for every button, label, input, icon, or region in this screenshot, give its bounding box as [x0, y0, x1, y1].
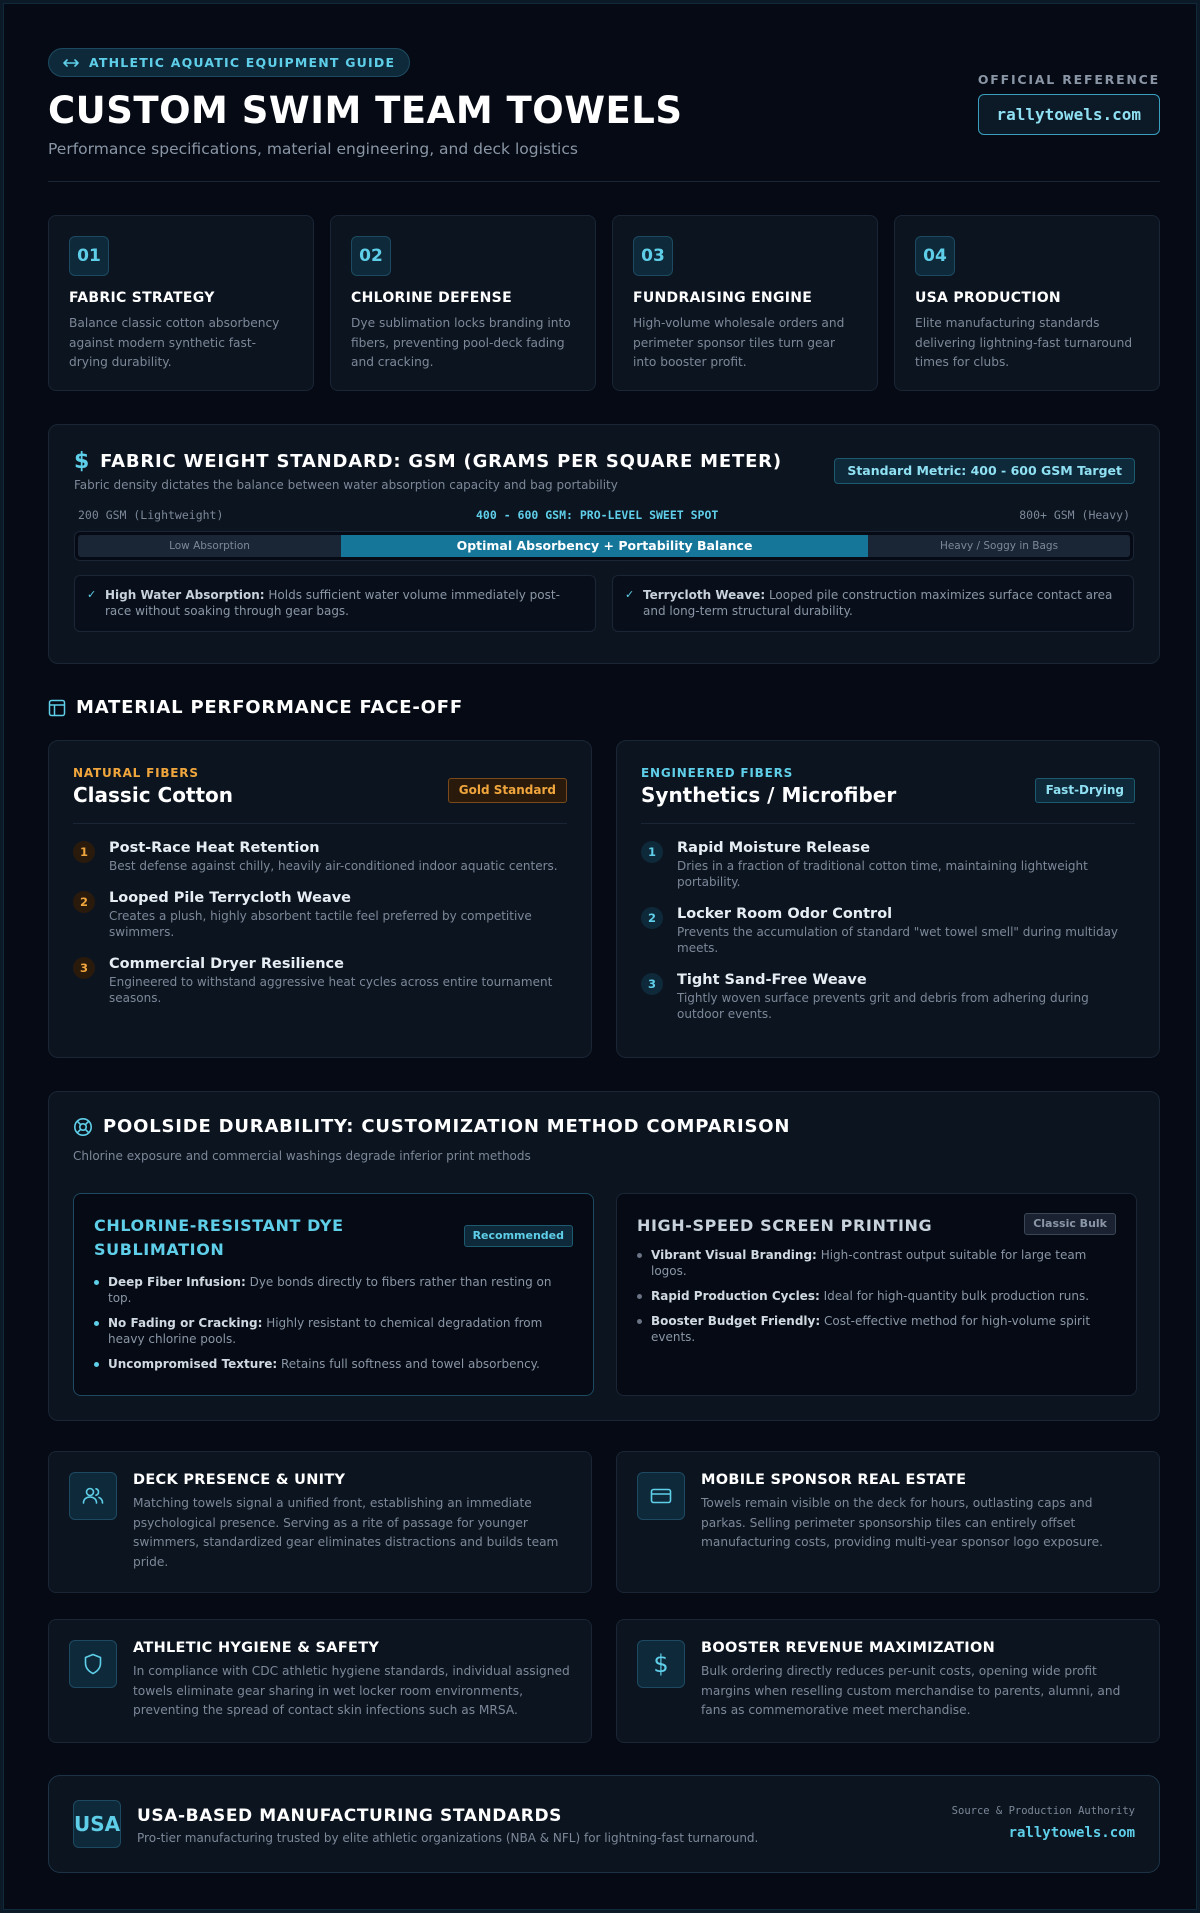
scale-mid-label: 400 - 600 GSM: PRO-LEVEL SWEET SPOT — [476, 508, 719, 522]
note-text: Looped pile construction maximizes surface contact area and long-term structural durability. — [643, 588, 1113, 618]
value-card — [48, 1451, 592, 1593]
item-title: Post-Race Heat Retention — [109, 840, 320, 856]
bullet — [94, 1362, 99, 1367]
gsm-title: FABRIC WEIGHT STANDARD: GSM (GRAMS PER SQUARE METER) — [100, 451, 782, 472]
pillar-card — [330, 215, 596, 391]
pillar-title: USA PRODUCTION — [915, 290, 1061, 306]
gsm-section — [48, 424, 1160, 664]
sublimation-title-line: SUBLIMATION — [94, 1240, 225, 1259]
value-card — [616, 1619, 1160, 1743]
durability-title: POOLSIDE DURABILITY: CUSTOMIZATION METHOD COMPARISON — [103, 1116, 791, 1137]
dollar-icon — [637, 1640, 685, 1688]
screen-printing-title: HIGH-SPEED SCREEN PRINTING — [637, 1216, 933, 1235]
guide-kicker — [48, 48, 410, 77]
item-text: Ideal for high-quantity bulk production runs. — [823, 1289, 1090, 1303]
source-url-link[interactable]: rallytowels.com — [1008, 1825, 1135, 1841]
bullet — [637, 1294, 642, 1299]
value-card — [616, 1451, 1160, 1593]
item-desc: Best defense against chilly, heavily air-conditioned indoor aquatic centers. — [109, 859, 558, 873]
value-desc: Bulk ordering directly reduces per-unit costs, opening wide profit margins when reselling custom merchandise to parents, alumni, and fans as commemorative meet merchandise. — [701, 1664, 1121, 1717]
pillar-cards — [48, 215, 1160, 391]
check-icon: ✓ — [87, 588, 97, 601]
optimal-segment: Optimal Absorbency + Portability Balance — [341, 535, 868, 557]
value-title: MOBILE SPONSOR REAL ESTATE — [701, 1472, 967, 1488]
footer-title: USA-BASED MANUFACTURING STANDARDS — [137, 1806, 562, 1826]
pillar-title: FUNDRAISING ENGINE — [633, 290, 813, 306]
bullet — [94, 1321, 99, 1326]
low-absorption-segment: Low Absorption — [78, 535, 341, 557]
pillar-number: 02 — [351, 236, 391, 276]
cotton-card — [48, 740, 592, 1058]
heavy-segment: Heavy / Soggy in Bags — [868, 535, 1130, 557]
item-desc: Creates a plush, highly absorbent tactile feel preferred by competitive swimmers. — [109, 909, 532, 939]
note-bold: High Water Absorption: — [105, 588, 265, 602]
pillar-card — [612, 215, 878, 391]
divider — [641, 823, 1135, 824]
screen-printing-card — [616, 1193, 1137, 1396]
list-item — [94, 1315, 573, 1347]
item-text: Retains full softness and towel absorbency. — [281, 1357, 540, 1371]
list-item — [641, 840, 1135, 890]
reference-label: OFFICIAL REFERENCE — [977, 72, 1160, 87]
metric-badge: Standard Metric: 400 - 600 GSM Target — [834, 458, 1135, 484]
list-item — [637, 1313, 1116, 1345]
scale-right-label: 800+ GSM (Heavy) — [1019, 508, 1130, 522]
item-number: 2 — [73, 891, 95, 913]
gold-standard-badge: Gold Standard — [448, 778, 567, 803]
check-icon: ✓ — [625, 588, 635, 601]
value-title: BOOSTER REVENUE MAXIMIZATION — [701, 1640, 996, 1656]
list-item — [73, 840, 567, 874]
pillar-desc: Balance classic cotton absorbency against modern synthetic fast-drying durability. — [69, 316, 280, 369]
pillar-number: 04 — [915, 236, 955, 276]
item-desc: Prevents the accumulation of standard "wet towel smell" during multiday meets. — [677, 925, 1119, 955]
layout-icon — [48, 699, 66, 717]
durability-section — [48, 1091, 1160, 1421]
usa-badge: USA — [73, 1800, 121, 1848]
gsm-scale-labels — [74, 508, 1134, 524]
pillar-card — [48, 215, 314, 391]
faceoff-title: MATERIAL PERFORMANCE FACE-OFF — [76, 697, 463, 718]
item-desc: Engineered to withstand aggressive heat cycles across entire tournament seasons. — [109, 975, 553, 1005]
gsm-note — [612, 575, 1134, 632]
fast-drying-badge: Fast-Drying — [1035, 778, 1135, 803]
pillar-title: FABRIC STRATEGY — [69, 290, 215, 306]
item-bold: No Fading or Cracking: — [108, 1316, 263, 1330]
item-title: Commercial Dryer Resilience — [109, 956, 344, 972]
item-text: Dye bonds directly to fibers rather than resting on top. — [108, 1275, 552, 1305]
sublimation-title-line: CHLORINE-RESISTANT DYE — [94, 1216, 344, 1235]
value-title: DECK PRESENCE & UNITY — [133, 1472, 346, 1488]
durability-subtitle: Chlorine exposure and commercial washings degrade inferior print methods — [73, 1149, 531, 1163]
value-title: ATHLETIC HYGIENE & SAFETY — [133, 1640, 380, 1656]
cotton-kicker: NATURAL FIBERS — [73, 766, 199, 780]
divider — [73, 823, 567, 824]
pillar-card — [894, 215, 1160, 391]
page-frame — [3, 3, 1197, 1910]
sublimation-card — [73, 1193, 594, 1396]
gsm-notes — [74, 575, 1134, 632]
list-item — [94, 1274, 573, 1306]
value-card — [48, 1619, 592, 1743]
credit-card-icon — [637, 1472, 685, 1520]
bullet — [637, 1319, 642, 1324]
durability-heading — [73, 1116, 1135, 1137]
synthetic-name: Synthetics / Microfiber — [641, 783, 897, 807]
shield-icon — [69, 1640, 117, 1688]
list-item — [641, 972, 1135, 1022]
list-item — [637, 1247, 1116, 1279]
cotton-name: Classic Cotton — [73, 783, 234, 807]
item-bold: Uncompromised Texture: — [108, 1357, 278, 1371]
users-icon — [69, 1472, 117, 1520]
header — [48, 48, 1160, 182]
item-title: Looped Pile Terrycloth Weave — [109, 890, 352, 906]
item-title: Tight Sand-Free Weave — [677, 972, 867, 988]
value-desc: In compliance with CDC athletic hygiene standards, individual assigned towels eliminate gear sharing in wet locker room environments, preventing the spread of contact skin infections such as MRSA. — [133, 1664, 570, 1717]
item-desc: Tightly woven surface prevents grit and debris from adhering during outdoor events. — [677, 991, 1089, 1021]
item-number: 3 — [641, 973, 663, 995]
note-bold: Terrycloth Weave: — [643, 588, 766, 602]
list-item — [637, 1288, 1116, 1304]
kicker-label: ATHLETIC AQUATIC EQUIPMENT GUIDE — [89, 55, 396, 70]
screen-printing-list — [637, 1247, 1116, 1345]
reference-url-link[interactable]: rallytowels.com — [978, 94, 1161, 135]
item-bold: Booster Budget Friendly: — [651, 1314, 821, 1328]
classic-bulk-badge: Classic Bulk — [1024, 1213, 1116, 1235]
faceoff-heading — [48, 697, 463, 718]
arrows-horizontal-icon — [63, 57, 79, 69]
note-text: Holds sufficient water volume immediately post-race without soaking through gear bags. — [105, 588, 560, 618]
item-text: Cost-effective method for high-volume spirit events. — [651, 1314, 1091, 1344]
item-text: High-contrast output suitable for large team logos. — [651, 1248, 1087, 1278]
sublimation-list — [94, 1274, 573, 1372]
dollar-glyph: $ — [653, 1650, 669, 1678]
pillar-title: CHLORINE DEFENSE — [351, 290, 512, 306]
dollar-icon: $ — [74, 449, 91, 474]
footer-desc: Pro-tier manufacturing trusted by elite athletic organizations (NBA & NFL) for lightning-fast turnaround. — [137, 1831, 759, 1845]
item-title: Rapid Moisture Release — [677, 840, 871, 856]
pillar-number: 01 — [69, 236, 109, 276]
pillar-desc: Elite manufacturing standards delivering lightning-fast turnaround times for clubs. — [915, 316, 1133, 369]
item-number: 1 — [641, 841, 663, 863]
pillar-desc: Dye sublimation locks branding into fibers, preventing pool-deck fading and cracking. — [351, 316, 571, 369]
gsm-note — [74, 575, 596, 632]
bullet — [94, 1280, 99, 1285]
item-bold: Rapid Production Cycles: — [651, 1289, 820, 1303]
target-icon — [73, 1117, 93, 1137]
gsm-scale-bar — [74, 531, 1134, 561]
list-item — [641, 906, 1135, 956]
page-title: CUSTOM SWIM TEAM TOWELS — [48, 89, 683, 132]
item-bold: Deep Fiber Infusion: — [108, 1275, 246, 1289]
item-desc: Dries in a fraction of traditional cotton time, maintaining lightweight portability. — [677, 859, 1088, 889]
list-item — [94, 1356, 573, 1372]
item-number: 2 — [641, 907, 663, 929]
synthetic-kicker: ENGINEERED FIBERS — [641, 766, 794, 780]
recommended-badge: Recommended — [464, 1225, 573, 1247]
value-desc: Matching towels signal a unified front, establishing an immediate psychological presence. Serving as a rite of passage for younger swimmers, standardized gear eliminates distractions and builds team pride. — [133, 1496, 559, 1569]
item-bold: Vibrant Visual Branding: — [651, 1248, 817, 1262]
item-text: Highly resistant to chemical degradation from heavy chlorine pools. — [108, 1316, 543, 1346]
footer — [48, 1775, 1160, 1873]
page-subtitle: Performance specifications, material engineering, and deck logistics — [48, 140, 578, 158]
synthetic-card — [616, 740, 1160, 1058]
scale-left-label: 200 GSM (Lightweight) — [78, 508, 224, 522]
pillar-desc: High-volume wholesale orders and perimeter sponsor tiles turn gear into booster profit. — [633, 316, 845, 369]
item-number: 3 — [73, 957, 95, 979]
value-desc: Towels remain visible on the deck for hours, outlasting caps and parkas. Selling perimeter sponsorship tiles can entirely offset manufacturing costs, providing multi-year sponsor logo exposure. — [701, 1496, 1103, 1549]
item-title: Locker Room Odor Control — [677, 906, 893, 922]
list-item — [73, 956, 567, 1006]
gsm-subtitle: Fabric density dictates the balance between water absorption capacity and bag portability — [74, 478, 618, 492]
page-content — [48, 48, 1160, 1845]
item-number: 1 — [73, 841, 95, 863]
official-reference — [978, 72, 1161, 135]
list-item — [73, 890, 567, 940]
footer-source — [952, 1805, 1135, 1841]
pillar-number: 03 — [633, 236, 673, 276]
source-label: Source & Production Authority — [951, 1805, 1135, 1817]
bullet — [637, 1253, 642, 1258]
